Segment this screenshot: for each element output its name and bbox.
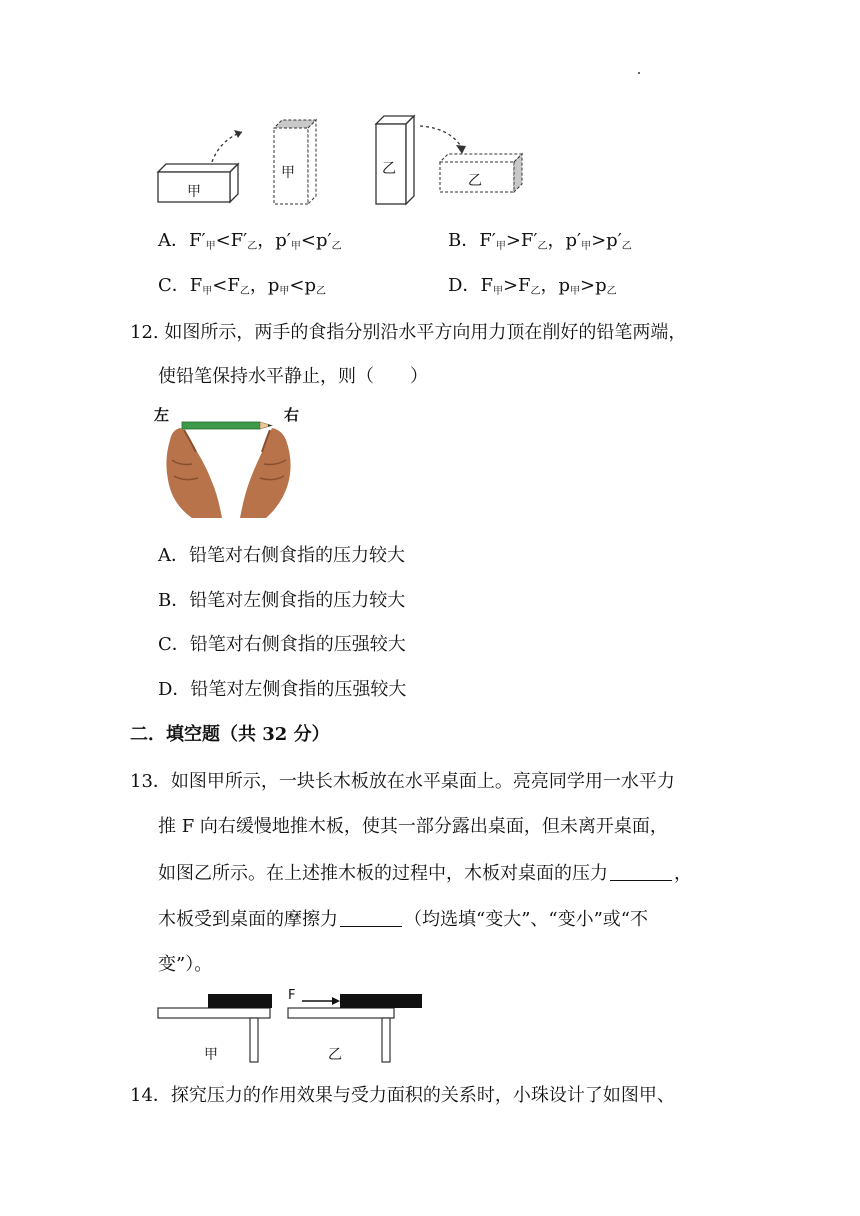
- rotate-arrow-yi: [420, 126, 462, 148]
- left-hand: [166, 428, 222, 518]
- label-jia-vertical: 甲: [281, 165, 295, 181]
- q13-stem-line3: 如图乙所示。在上述推木板的过程中，木板对桌面的压力 ，: [158, 863, 692, 884]
- q12-stem-line1: 12. 如图所示，两手的食指分别沿水平方向用力顶在削好的铅笔两端，: [130, 322, 687, 343]
- q13-stem-line1: 13．如图甲所示，一块长木板放在水平桌面上。亮亮同学用一水平力: [130, 771, 675, 792]
- top-dot: [638, 72, 640, 74]
- q11-blocks-figure: [150, 110, 540, 210]
- q13-fig-force-label: F: [288, 988, 296, 1003]
- q12-option-d[interactable]: D．铅笔对左侧食指的压强较大: [158, 679, 407, 700]
- q14-stem-line1: 14．探究压力的作用效果与受力面积的关系时，小珠设计了如图甲、: [130, 1085, 675, 1106]
- q11-option-d[interactable]: D．$F_甲>F_乙$，$p_甲>p_乙$: [448, 275, 617, 297]
- q11-option-b[interactable]: B．$F'_甲>F'_乙$，$p'_甲>p'_乙$: [448, 230, 632, 252]
- q13-stem-line5: 变”）。: [158, 954, 213, 975]
- q12-stem-line2: 使铅笔保持水平静止，则（ ）: [158, 366, 428, 387]
- q12-option-a[interactable]: A．铅笔对右侧食指的压力较大: [158, 545, 405, 566]
- label-jia-horizontal: 甲: [187, 184, 201, 200]
- section-heading-fill-in: 二．填空题（共 32 分）: [130, 724, 330, 745]
- q13-stem-line4: 木板受到桌面的摩擦力 （均选填“变大”、“变小”或“不: [158, 909, 649, 930]
- q13-fig-label-jia: 甲: [204, 1047, 218, 1063]
- pencil: [182, 422, 272, 429]
- q13-fig-label-yi: 乙: [328, 1047, 342, 1063]
- label-yi-vertical: 乙: [382, 161, 396, 177]
- q11-option-c[interactable]: C．$F_甲<F_乙$，$p_甲<p_乙$: [158, 275, 326, 297]
- q13-blank-friction[interactable]: [340, 908, 402, 927]
- q12-label-right: 右: [284, 406, 300, 424]
- table-yi: [288, 994, 422, 1062]
- q12-label-left: 左: [154, 406, 170, 424]
- q12-option-c[interactable]: C．铅笔对右侧食指的压强较大: [158, 634, 406, 655]
- q12-option-b[interactable]: B．铅笔对左侧食指的压力较大: [158, 590, 406, 611]
- right-hand: [240, 428, 291, 518]
- q11-option-a[interactable]: A．$F'_甲<F'_乙$，$p'_甲<p'_乙$: [158, 230, 342, 252]
- q13-stem-line2: 推 F 向右缓慢地推木板，使其一部分露出桌面，但未离开桌面，: [158, 816, 668, 837]
- q13-blank-pressure[interactable]: [610, 862, 672, 881]
- label-yi-horizontal: 乙: [468, 173, 482, 189]
